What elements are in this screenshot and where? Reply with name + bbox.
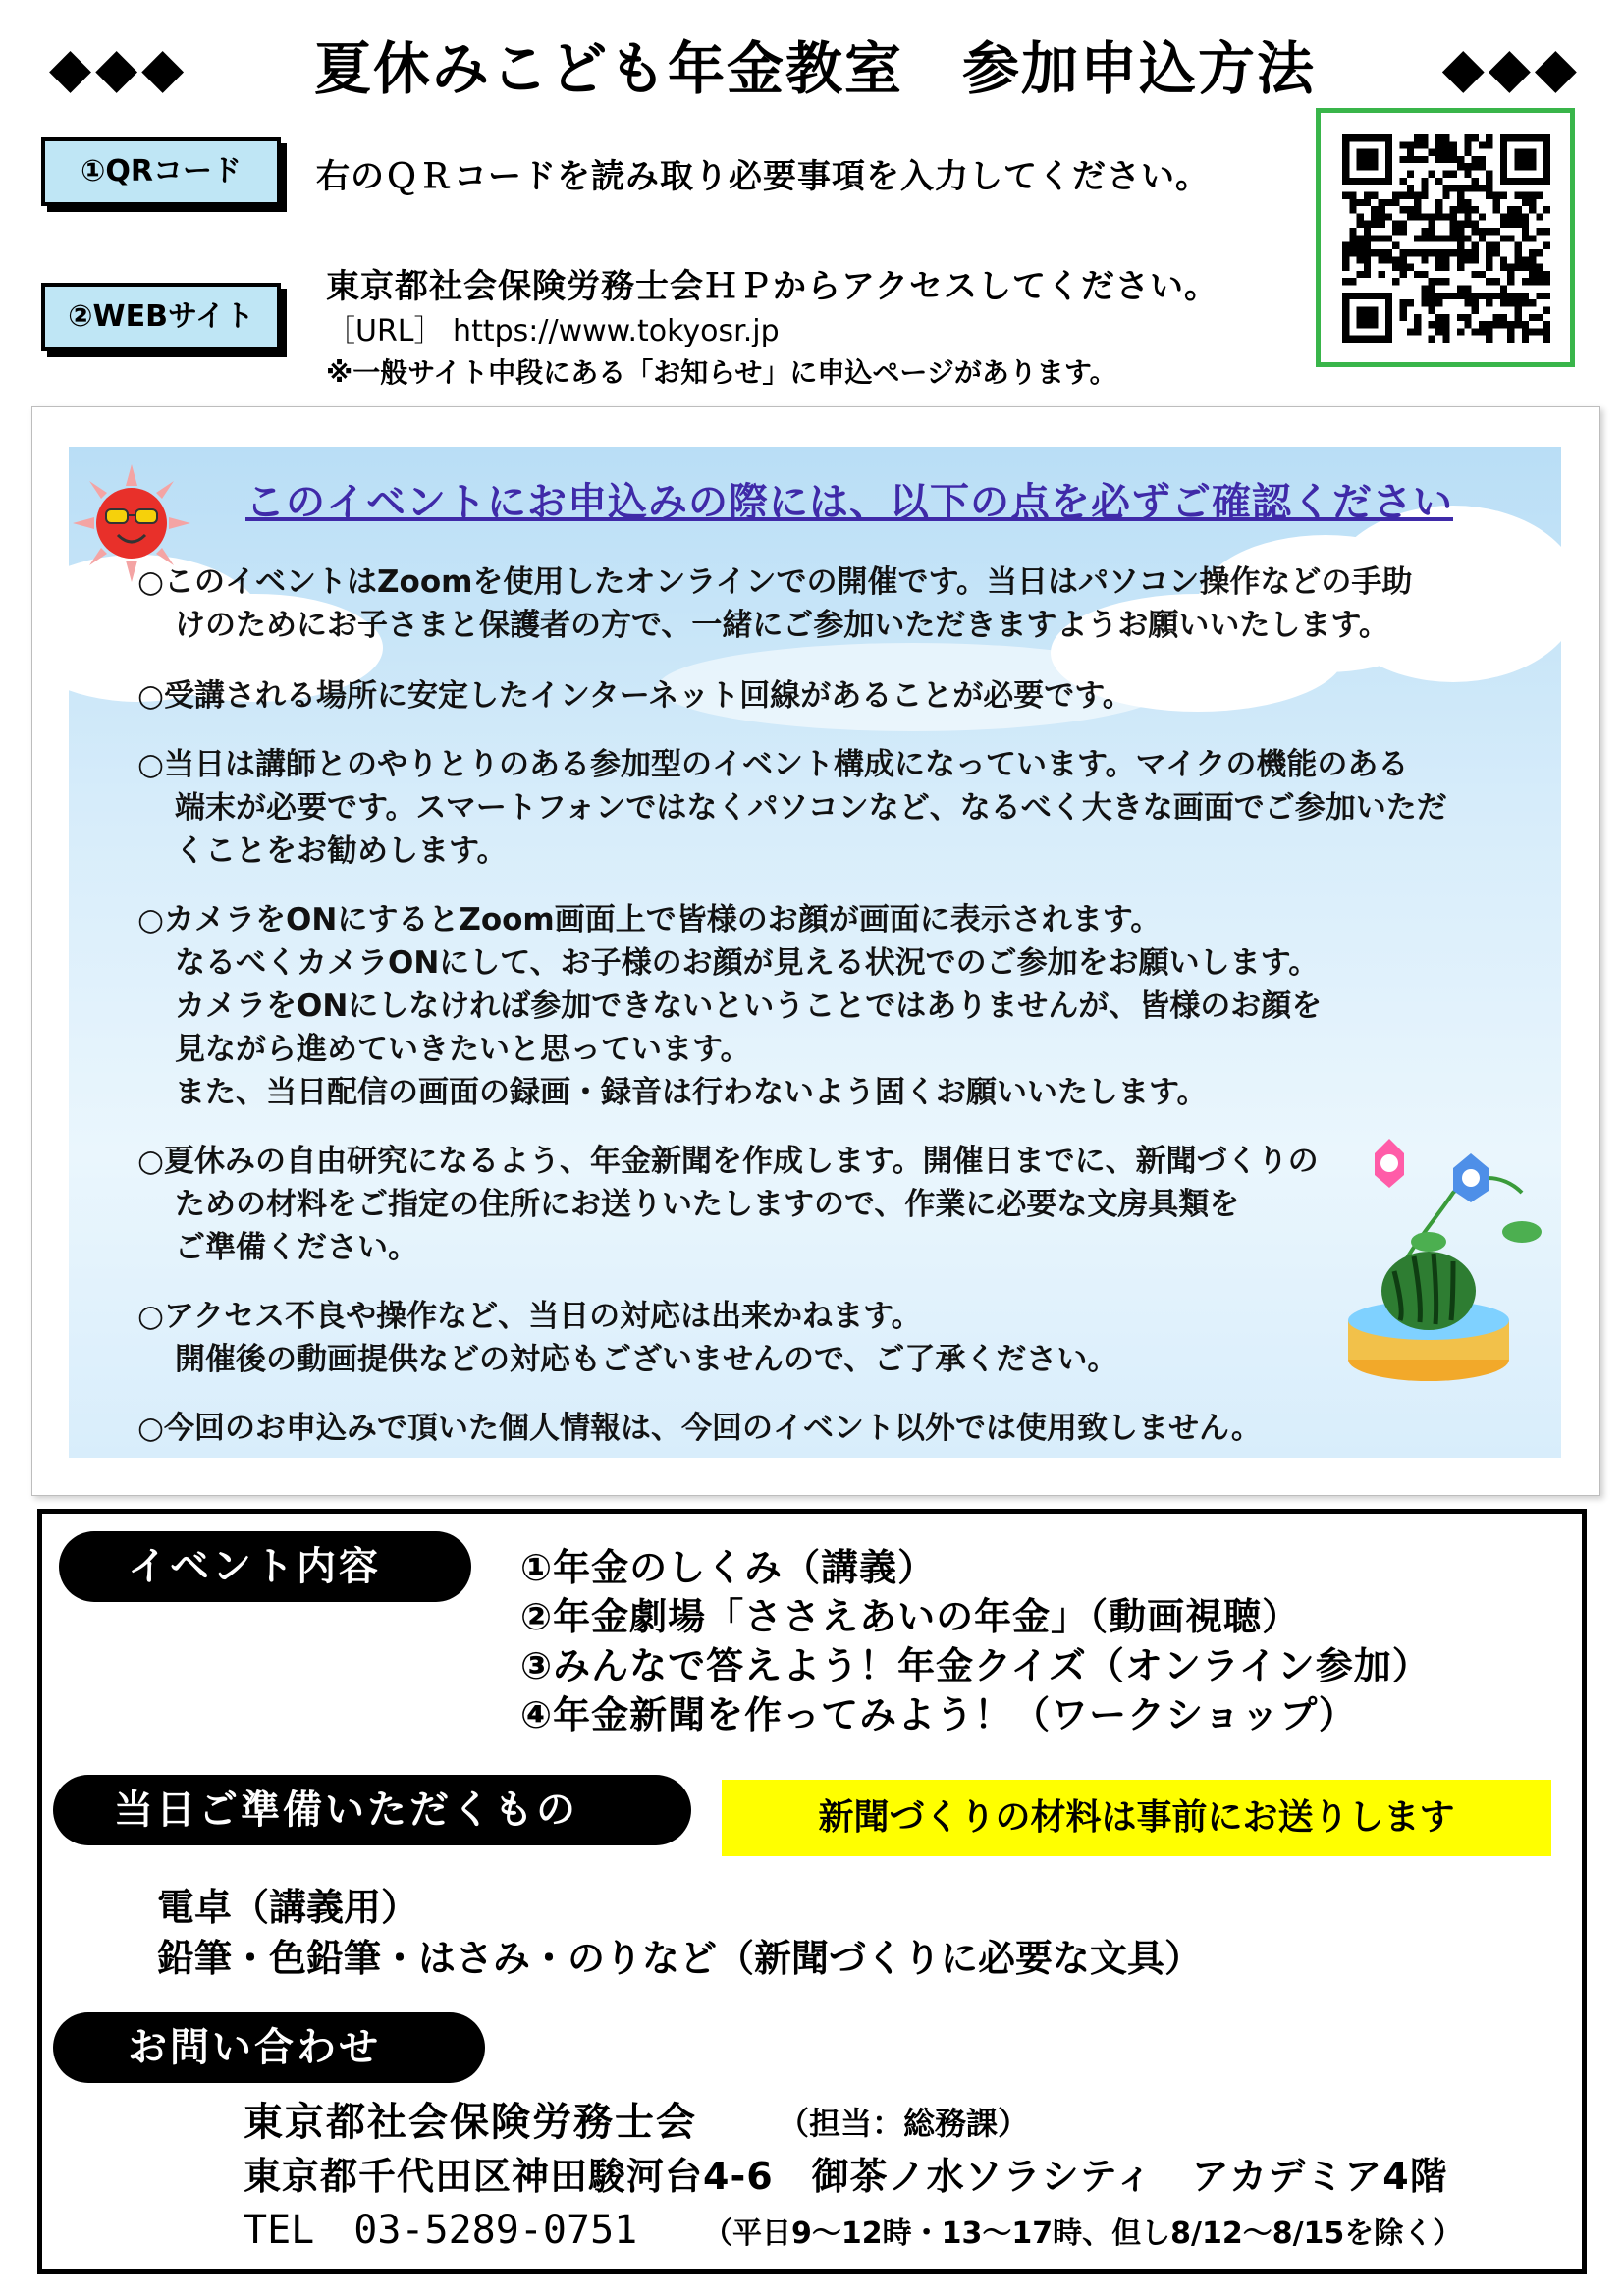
page-title: 夏休みこども年金教室 参加申込方法: [313, 35, 1316, 102]
prep-banner: 新聞づくりの材料は事前にお送りします: [722, 1780, 1551, 1856]
notice-item-privacy: ○今回のお申込みで頂いた個人情報は、今回のイベント以外では使用致しません。: [137, 1411, 1262, 1446]
notice-item-device: ○当日は講師とのやりとりのある参加型のイベント構成になっています。マイクの機能のある 端末が必要です。スマートフォンではなくパソコンなど、なるべく大きな画面でご参加いただ くことをお勧めします。: [137, 747, 1447, 869]
left-diamonds: ◆◆◆: [49, 36, 189, 100]
notice-item-camera: ○カメラをONにするとZoom画面上で皆様のお顔が画面に表示されます。 なるべくカメラONにして、お子様のお顔が見える状況でのご参加をお願いします。 カメラをONにしなければ参加できないということではありませんが、皆様のお顔を 見ながら進めていきたいと思っています。 また、当日配信の画面の録画・録音は行わないよう固くお願いいたします。: [137, 902, 1323, 1110]
event-content-item: ④年金新聞を作ってみよう！（ワークショップ）: [520, 1693, 1357, 1736]
org-hours: （平日9～12時・13～17時、但し8/12～8/15を除く）: [703, 2216, 1463, 2251]
notice-item-newspaper: ○夏休みの自由研究になるよう、年金新聞を作成します。開催日までに、新聞づくりの ための材料をご指定の住所にお送りいたしますので、作業に必要な文房具類を ご準備ください。: [137, 1144, 1319, 1265]
event-content-item: ③みんなで答えよう！年金クイズ（オンライン参加）: [520, 1644, 1431, 1687]
notice-item-zoom: ○このイベントはZoomを使用したオンラインでの開催です。当日はパソコン操作などの手助 けのためにお子さまと保護者の方で、一緒にご参加いただきますようお願いいたします。: [137, 564, 1413, 643]
title-row: [49, 29, 1581, 108]
prep-item: 鉛筆・色鉛筆・はさみ・のりなど（新聞づくりに必要な文具）: [157, 1937, 1203, 1980]
qr-code-icon: [1342, 134, 1550, 343]
prep-item: 電卓（講義用）: [157, 1886, 419, 1929]
qr-code-frame[interactable]: [1316, 108, 1575, 367]
web-method-text: 東京都社会保険労務士会ＨＰからアクセスしてください。: [326, 267, 1218, 306]
contact-label: お問い合わせ: [53, 2012, 485, 2083]
watermelon-flower-illustration: [1335, 1134, 1561, 1389]
notice-heading: このイベントにお申込みの際には、以下の点を必ずご確認ください: [245, 480, 1453, 525]
prep-label: 当日ご準備いただくもの: [53, 1775, 691, 1845]
event-content-item: ①年金のしくみ（講義）: [520, 1546, 937, 1589]
org-address: 東京都千代田区神田駿河台4-6 御茶ノ水ソラシティ アカデミア4階: [244, 2155, 1448, 2198]
event-contents-label: イベント内容: [59, 1531, 471, 1602]
web-method-label: ②WEBサイト: [41, 283, 281, 351]
notice-item-internet: ○受講される場所に安定したインターネット回線があることが必要です。: [137, 678, 1133, 714]
org-dept: （担当：総務課）: [778, 2105, 1030, 2142]
qr-method-label: ①QRコード: [41, 137, 281, 206]
qr-method-text: 右のＱＲコードを読み取り必要事項を入力してください。: [316, 157, 1210, 196]
event-content-item: ②年金劇場「ささえあいの年金」（動画視聴）: [520, 1595, 1301, 1638]
notice-item-access: ○アクセス不良や操作など、当日の対応は出来かねます。 開催後の動画提供などの対応もございませんので、ご了承ください。: [137, 1299, 1118, 1377]
notice-inner: [69, 447, 1561, 1458]
right-diamonds: ◆◆◆: [1441, 36, 1581, 100]
web-url[interactable]: ［URL］ https://www.tokyosr.jp: [326, 314, 780, 348]
org-name: 東京都社会保険労務士会: [244, 2100, 697, 2145]
web-note: ※一般サイト中段にある「お知らせ」に申込ページがあります。: [326, 356, 1117, 389]
org-tel[interactable]: TEL 03-5289-0751: [244, 2208, 638, 2253]
